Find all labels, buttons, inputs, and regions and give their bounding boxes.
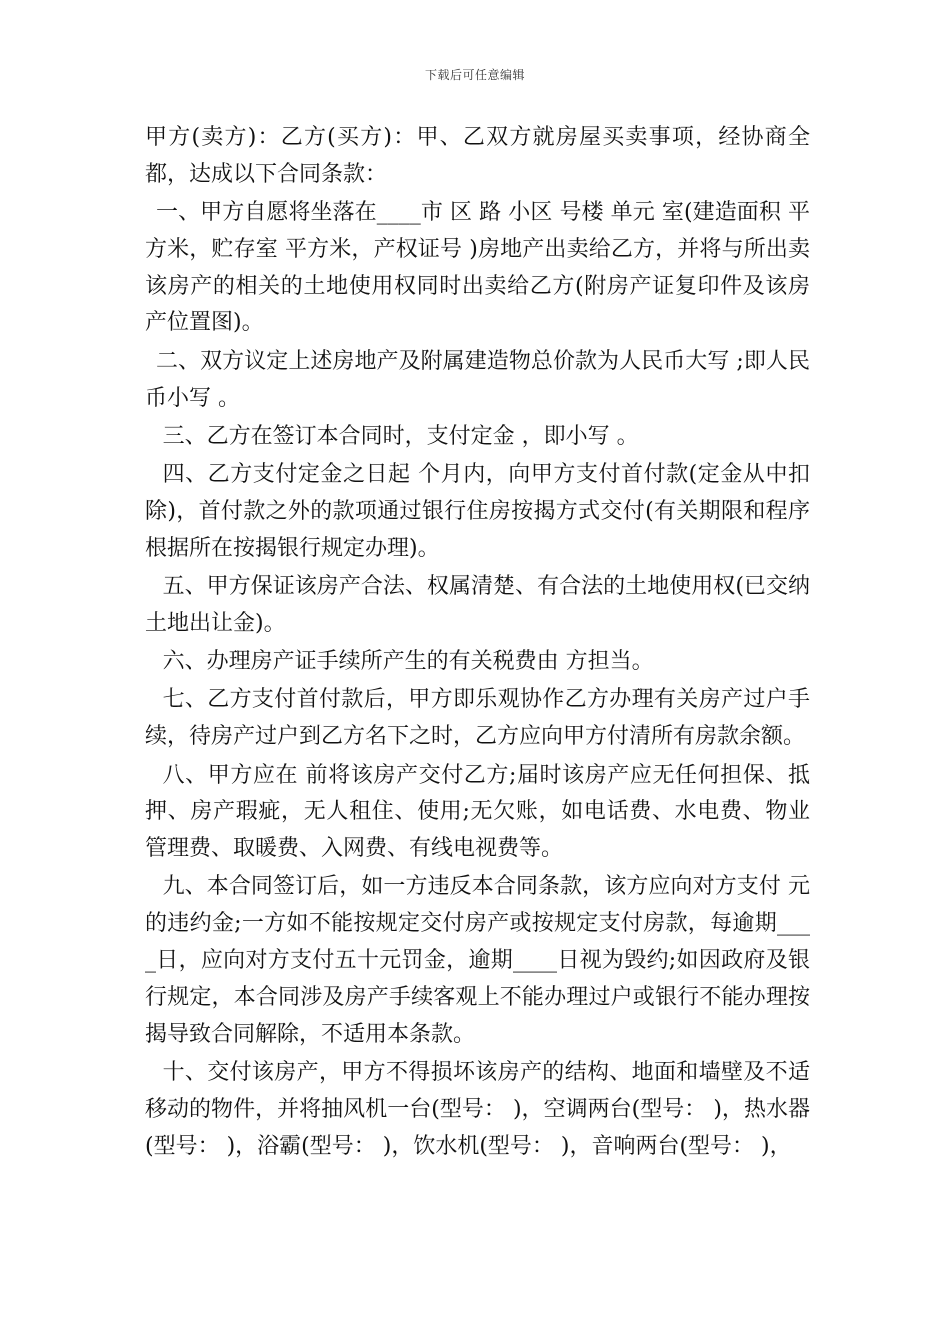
clause-1-paragraph: 一、甲方自愿将坐落在____市 区 路 小区 号楼 单元 室(建造面积 平方米，贮存室 平方米，产权证号 )房地产出卖给乙方，并将与所出卖该房产的相关的土地使用权同时出卖给乙方(附房产证复印件及该房产位置图)。 [145, 200, 810, 336]
contract-body [145, 120, 810, 1167]
page-header-note: 下载后可任意编辑 [424, 68, 525, 82]
clause-3-paragraph: 三、乙方在签订本合同时，支付定金 ，即小写 。 [162, 423, 639, 449]
clause-4-paragraph: 四、乙方支付定金之日起 个月内，向甲方支付首付款(定金从中扣除)，首付款之外的款项通过银行住房按揭方式交付(有关期限和程序根据所在按揭银行规定办理)。 [145, 462, 810, 561]
clause-8-paragraph: 八、甲方应在 前将该房产交付乙方;届时该房产应无任何担保、抵押、房产瑕疵，无人租住、使用;无欠账，如电话费、水电费、物业管理费、取暖费、入网费、有线电视费等。 [145, 762, 810, 862]
clause-7-paragraph: 七、乙方支付首付款后，甲方即乐观协作乙方办理有关房产过户手续，待房产过户到乙方名下之时，乙方应向甲方付清所有房款余额。 [145, 687, 810, 750]
clause-9-paragraph: 九、本合同签订后，如一方违反本合同条款，该方应向对方支付 元的违约金;一方如不能按规定交付房产或按规定支付房款，每逾期____日，应向对方支付五十元罚金，逾期____日视为毁约;如因政府及银行规定，本合同涉及房产手续客观上不能办理过户或银行不能办理按揭导致合同解除，不适用本条款。 [145, 874, 810, 1047]
clause-10-paragraph: 十、交付该房产，甲方不得损坏该房产的结构、地面和墙壁及不适移动的物件，并将抽风机一台(型号： )，空调两台(型号： )，热水器(型号： )，浴霸(型号： )，饮水机(型号： )，音响两台(型号： )， [145, 1059, 810, 1159]
clause-5-paragraph: 五、甲方保证该房产合法、权属清楚、有合法的土地使用权(已交纳土地出让金)。 [145, 574, 810, 636]
clause-2-paragraph: 二、双方议定上述房地产及附属建造物总价款为人民币大写 ;即人民币小写 。 [145, 348, 810, 411]
clause-6-paragraph: 六、办理房产证手续所产生的有关税费由 方担当。 [162, 649, 654, 675]
contract-intro-paragraph: 甲方(卖方)：乙方(买方)：甲、乙双方就房屋买卖事项，经协商全都，达成以下合同条款： [145, 125, 810, 187]
